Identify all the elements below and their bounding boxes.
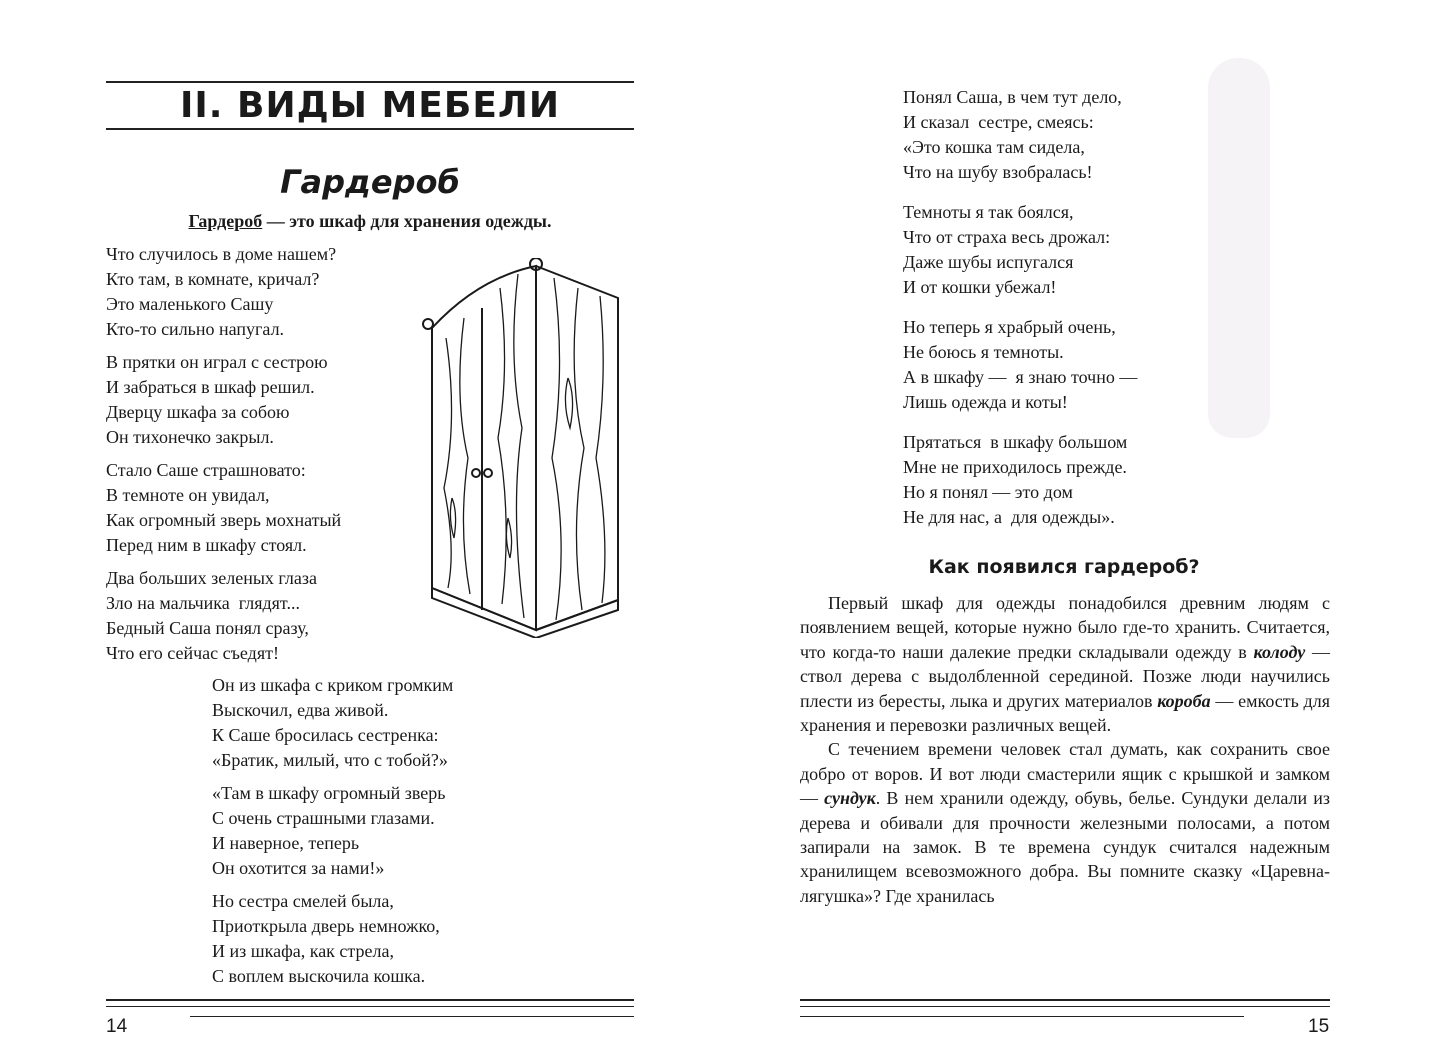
poem-line: А в шкафу — я знаю точно —: [903, 367, 1138, 387]
chapter-bottom-rule: [106, 128, 634, 130]
stanza: [903, 200, 1110, 300]
poem-line: К Саше бросилась сестренка:: [212, 725, 439, 745]
p1-text-3: — емкость для хранения и перевозки различных вещей.: [800, 690, 1330, 736]
subheading: Как появился гардероб?: [928, 556, 1200, 578]
paragraph-1: [800, 591, 1330, 737]
poem-line: Это маленького Сашу: [106, 294, 274, 314]
p1-text-1: Первый шкаф для одежды понадобился древним людям с появлением вещей, которые нужно было где-то хранить. Считается, что когда-то наши далекие предки складывали одежду в: [800, 593, 1330, 662]
poem-line: Прятаться в шкафу большом: [903, 432, 1128, 452]
poem-line: Как огромный зверь мохнатый: [106, 510, 342, 530]
poem-line: Не для нас, а для одежды».: [903, 507, 1115, 527]
poem-line: Не боюсь я темноты.: [903, 342, 1064, 362]
poem-line: Бедный Саша понял сразу,: [106, 618, 309, 638]
poem-line: «Братик, милый, что с тобой?»: [212, 750, 448, 770]
poem-line: Что от страха весь дрожал:: [903, 227, 1111, 247]
poem-line: С очень страшными глазами.: [212, 808, 435, 828]
term-koroba: короба: [1157, 690, 1211, 711]
poem-line: Даже шубы испугался: [903, 252, 1074, 272]
poem-line: Понял Саша, в чем тут дело,: [903, 87, 1122, 107]
poem-line: И наверное, теперь: [212, 833, 360, 853]
page-number-left: 14: [106, 1016, 128, 1037]
poem-line: Приоткрыла дверь немножко,: [212, 916, 440, 936]
page-number-right: 15: [1308, 1016, 1330, 1037]
stanza: [903, 315, 1137, 415]
poem-line: Стало Саше страшновато:: [106, 460, 306, 480]
poem-line: Зло на мальчика глядят...: [106, 593, 300, 613]
poem-line: Дверцу шкафа за собою: [106, 402, 290, 422]
poem-line: Но сестра смелей была,: [212, 891, 394, 911]
footer-rule-1: [106, 999, 634, 1001]
stanza: [106, 242, 336, 342]
poem-line: «Там в шкафу огромный зверь: [212, 783, 446, 803]
p1-text-2: — ствол дерева с выдолбленной серединой. Позже люди научились плести из бересты, лыка и других материалов: [800, 641, 1330, 711]
footer-rule-2: [106, 1006, 634, 1007]
p2-text-1: С течением времени человек стал думать, как сохранить свое добро от воров. И вот люди смастерили ящик с крышкой и замком —: [800, 739, 1330, 809]
poem-line: Выскочил, едва живой.: [212, 700, 389, 720]
section-title: Гардероб: [280, 163, 460, 201]
stanza: [212, 781, 445, 881]
poem-line: И от кошки убежал!: [903, 277, 1057, 297]
paragraph-2: [800, 737, 1330, 908]
footer-rule-right-1: [800, 999, 1330, 1001]
wardrobe-drawing-icon: [418, 258, 640, 638]
poem-line: Что случилось в доме нашем?: [106, 244, 337, 264]
poem-line: «Это кошка там сидела,: [903, 137, 1085, 157]
stanza: [106, 458, 341, 558]
poem-line: Два больших зеленых глаза: [106, 568, 317, 588]
definition-text: — это шкаф для хранения одежды.: [262, 211, 552, 231]
poem-line: Он из шкафа с криком громким: [212, 675, 454, 695]
poem-line: И из шкафа, как стрела,: [212, 941, 394, 961]
poem-line: Что его сейчас съедят!: [106, 643, 279, 663]
footer-rule-right-2: [800, 1006, 1330, 1007]
footer-rule-right-3: [800, 1016, 1244, 1017]
page-smudge: [1208, 58, 1270, 438]
stanza: [903, 430, 1127, 530]
poem-line: Кто там, в комнате, кричал?: [106, 269, 320, 289]
prose-block: [800, 591, 1330, 908]
poem-line: И забраться в шкаф решил.: [106, 377, 315, 397]
chapter-title: II. ВИДЫ МЕБЕЛИ: [180, 85, 560, 126]
stanza: [212, 673, 453, 773]
stanza: [106, 566, 317, 666]
definition-term: Гардероб: [188, 211, 263, 231]
poem-line: Мне не приходилось прежде.: [903, 457, 1127, 477]
term-sunduk: сундук: [824, 788, 876, 809]
stanza: [106, 350, 328, 450]
p2-text-2: . В нем хранили одежду, обувь, белье. Сундуки делали из дерева и обивали для прочности железными полосами, а потом запирали на замок. В те времена сундук считался надежным хранилищем всевозможного добра. Вы помните сказку «Царевна-лягушка»? Где хранилась: [800, 788, 1330, 906]
stanza: [903, 85, 1122, 185]
poem-line: В темноте он увидал,: [106, 485, 270, 505]
poem-line: Но я понял — это дом: [903, 482, 1073, 502]
chapter-top-rule: [106, 81, 634, 83]
term-koloda: колоду: [1253, 641, 1306, 662]
poem-line: Он тихонечко закрыл.: [106, 427, 274, 447]
poem-line: Он охотится за нами!»: [212, 858, 385, 878]
poem-line: Но теперь я храбрый очень,: [903, 317, 1116, 337]
poem-line: Что на шубу взобралась!: [903, 162, 1093, 182]
footer-rule-3: [190, 1016, 634, 1017]
poem-line: С воплем выскочила кошка.: [212, 966, 426, 986]
definition: [106, 208, 634, 234]
stanza: [212, 889, 440, 989]
poem-line: В прятки он играл с сестрою: [106, 352, 328, 372]
poem-line: Темноты я так боялся,: [903, 202, 1074, 222]
poem-line: Перед ним в шкафу стоял.: [106, 535, 307, 555]
poem-line: Кто-то сильно напугал.: [106, 319, 285, 339]
poem-line: И сказал сестре, смеясь:: [903, 112, 1094, 132]
poem-line: Лишь одежда и коты!: [903, 392, 1068, 412]
